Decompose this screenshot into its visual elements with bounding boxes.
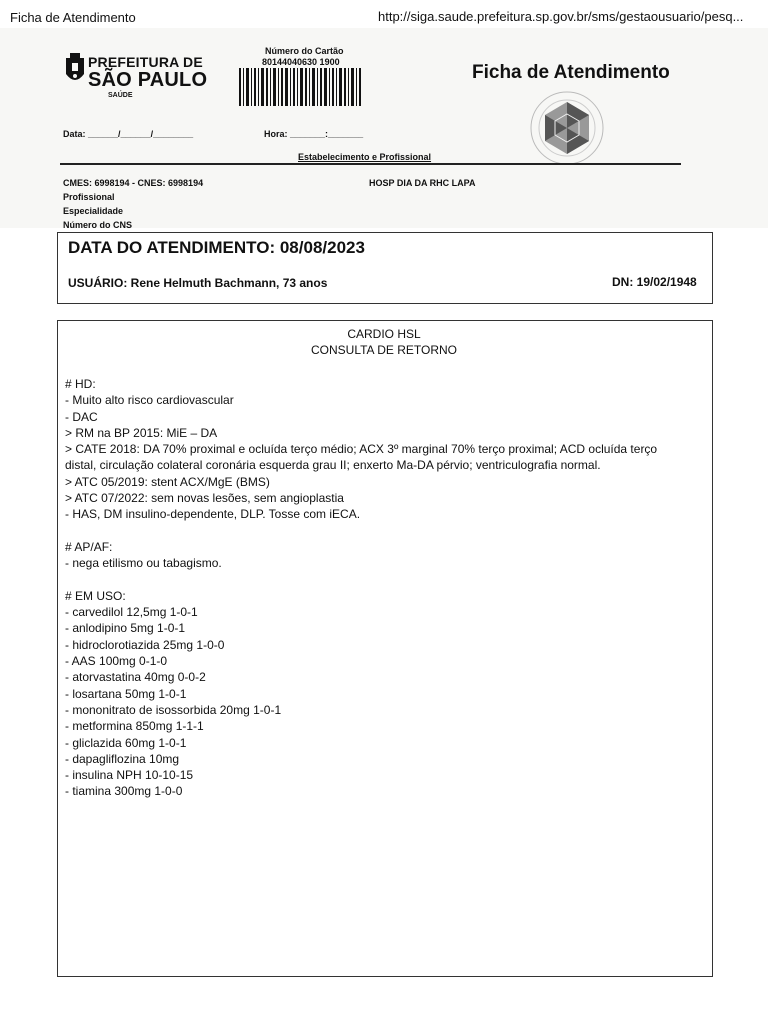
note-line: > ATC 07/2022: sem novas lesões, sem angioplastia: [65, 491, 344, 506]
note-line: # EM USO:: [65, 588, 126, 603]
note-line: - carvedilol 12,5mg 1-0-1: [65, 605, 198, 620]
professional-label: Profissional: [63, 192, 115, 202]
note-line: - mononitrato de isossorbida 20mg 1-0-1: [65, 702, 282, 717]
note-line: - HAS, DM insulino-dependente, DLP. Tosse com iECA.: [65, 507, 361, 522]
card-number-value: 80144040630 1900: [262, 57, 340, 67]
establishment-heading: Estabelecimento e Profissional: [298, 152, 432, 162]
note-line: [65, 523, 705, 539]
note-line: - metformina 850mg 1-1-1: [65, 719, 204, 734]
note-line: - anlodipino 5mg 1-0-1: [65, 621, 186, 636]
patient-birth-date: DN: 19/02/1948: [612, 275, 697, 289]
cmes-cnes-codes: CMES: 6998194 - CNES: 6998194: [63, 178, 204, 188]
note-line: # AP/AF:: [65, 539, 113, 554]
note-line: - tiamina 300mg 1-0-0: [65, 784, 183, 799]
date-field-line: Data: ______/______/________: [63, 129, 194, 139]
note-line: distal, circulação colateral coronária esquerda grau II; enxerto Ma-DA pérvio; ventriculografia normal.: [65, 458, 601, 473]
visit-date-title: DATA DO ATENDIMENTO: 08/08/2023: [68, 238, 365, 257]
health-seal-icon: [525, 90, 609, 166]
note-line: [65, 572, 705, 588]
city-coat-of-arms-icon: [63, 52, 87, 88]
logo-line-2: SÃO PAULO: [88, 69, 208, 91]
consult-department: CARDIO HSL: [347, 327, 421, 341]
barcode: [239, 68, 361, 106]
note-line: - insulina NPH 10-10-15: [65, 768, 194, 783]
note-line: - Muito alto risco cardiovascular: [65, 393, 234, 408]
note-line: - AAS 100mg 0-1-0: [65, 654, 168, 669]
cns-number-label: Número do CNS: [63, 220, 133, 230]
form-title: Ficha de Atendimento: [472, 62, 670, 83]
note-line: > ATC 05/2019: stent ACX/MgE (BMS): [65, 474, 270, 489]
note-line: - losartana 50mg 1-0-1: [65, 686, 187, 701]
note-line: - gliclazida 60mg 1-0-1: [65, 735, 187, 750]
note-line: - nega etilismo ou tabagismo.: [65, 556, 222, 571]
hospital-name: HOSP DIA DA RHC LAPA: [369, 178, 476, 188]
print-header-title: Ficha de Atendimento: [10, 10, 136, 25]
note-line: - atorvastatina 40mg 0-0-2: [65, 670, 206, 685]
note-line: # HD:: [65, 377, 96, 391]
note-line: - dapagliflozina 10mg: [65, 751, 180, 766]
time-field-line: Hora: _______:_______: [264, 129, 364, 139]
clinical-notes: [65, 376, 705, 800]
logo-line-1: PREFEITURA DE: [88, 54, 203, 70]
logo-line-3: SAÚDE: [108, 92, 133, 99]
patient-name: USUÁRIO: Rene Helmuth Bachmann, 73 anos: [68, 276, 328, 290]
card-number-label: Número do Cartão: [265, 46, 344, 56]
note-line: > CATE 2018: DA 70% proximal e ocluída terço médio; ACX 3º marginal 70% terço proximal; ACD ocluída terço: [65, 442, 658, 457]
note-line: > RM na BP 2015: MiE – DA: [65, 425, 218, 440]
print-header-url: http://siga.saude.prefeitura.sp.gov.br/sms/gestaousuario/pesq...: [378, 9, 744, 24]
note-line: - DAC: [65, 409, 98, 424]
note-line: - hidroclorotiazida 25mg 1-0-0: [65, 637, 225, 652]
specialty-label: Especialidade: [63, 206, 124, 216]
consult-type: CONSULTA DE RETORNO: [310, 343, 458, 357]
header-divider: [60, 163, 681, 165]
